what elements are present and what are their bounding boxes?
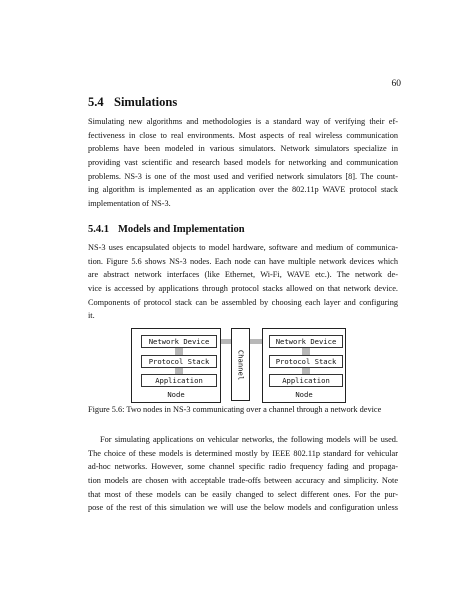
node-right [262,328,346,403]
node-label: Node [295,390,313,399]
channel-label: Channel [236,349,245,380]
text-line: NS-3 uses encapsulated objects to model hardware, software and medium of communica- [88,243,398,252]
text-line: are abstract network interfaces (like Ethernet, Wi-Fi, WAVE etc.). The network de- [88,270,398,280]
text-line: it. [88,311,95,321]
subsection-number: 5.4.1 [88,224,109,235]
application-box: Application [141,374,217,387]
text-line: implementation of NS-3. [88,199,171,209]
text-line: problems have been modeled in various simulators. Network simulators specialize in [88,144,398,154]
text-line: For simulating applications on vehicular networks, the following models will be used. [100,435,398,444]
text-line: Simulating new algorithms and methodologies is a standard way of verifying their ef- [88,117,398,126]
page-number: 60 [391,79,401,89]
text-line: ing algorithm is implemented as an application over the 802.11p WAVE protocol stack [88,185,398,195]
section-number: 5.4 [88,95,104,109]
section-heading [88,95,177,110]
channel-box [231,328,250,401]
node-label: Node [167,390,185,399]
protocol-stack-box: Protocol Stack [141,355,217,368]
application-box: Application [269,374,343,387]
text-line: tion models are chosen with acceptable trade-offs between accuracy and simplicity. Note [88,476,398,486]
link-right [250,339,262,344]
connector [302,348,310,355]
paragraph-intro [88,115,398,211]
text-line: providing vast scientific and research based models for networking and communication [88,158,398,168]
connector [175,348,183,355]
protocol-stack-box: Protocol Stack [269,355,343,368]
figure-caption: Figure 5.6: Two nodes in NS-3 communicating over a channel through a network device [88,405,382,414]
text-line: Components of protocol stack can be assembled by choosing each layer and configuring [88,297,398,307]
subsection-title: Models and Implementation [118,224,245,235]
text-line: ad-hoc networks. However, some channel specific radio frequency fading and propaga- [88,462,398,472]
paragraph-vehicular [88,433,398,515]
text-line: fectiveness in close to real environments. Most aspects of real wireless communication [88,130,398,140]
paragraph-models [88,241,398,323]
text-line: vice is accessed by applications through protocol stacks allowed on that network device. [88,284,398,294]
text-line: problems. NS-3 is one of the most used and verified network simulators [8]. The count- [88,171,398,181]
node-left [131,328,221,403]
text-line: pose of the rest of this simulation we will use the below models and configuration unless [88,503,398,513]
network-device-box: Network Device [269,335,343,348]
subsection-heading [88,224,245,235]
network-device-box: Network Device [141,335,217,348]
section-title: Simulations [114,95,178,109]
text-line: The choice of these models is determined mostly by IEEE 802.11p standard for vehicular [88,448,398,458]
text-line: tion. Figure 5.6 shows NS-3 nodes. Each node can have multiple network devices which [88,256,398,266]
text-line: that most of these models can be easily changed to select different ones. For the pur- [88,489,398,499]
